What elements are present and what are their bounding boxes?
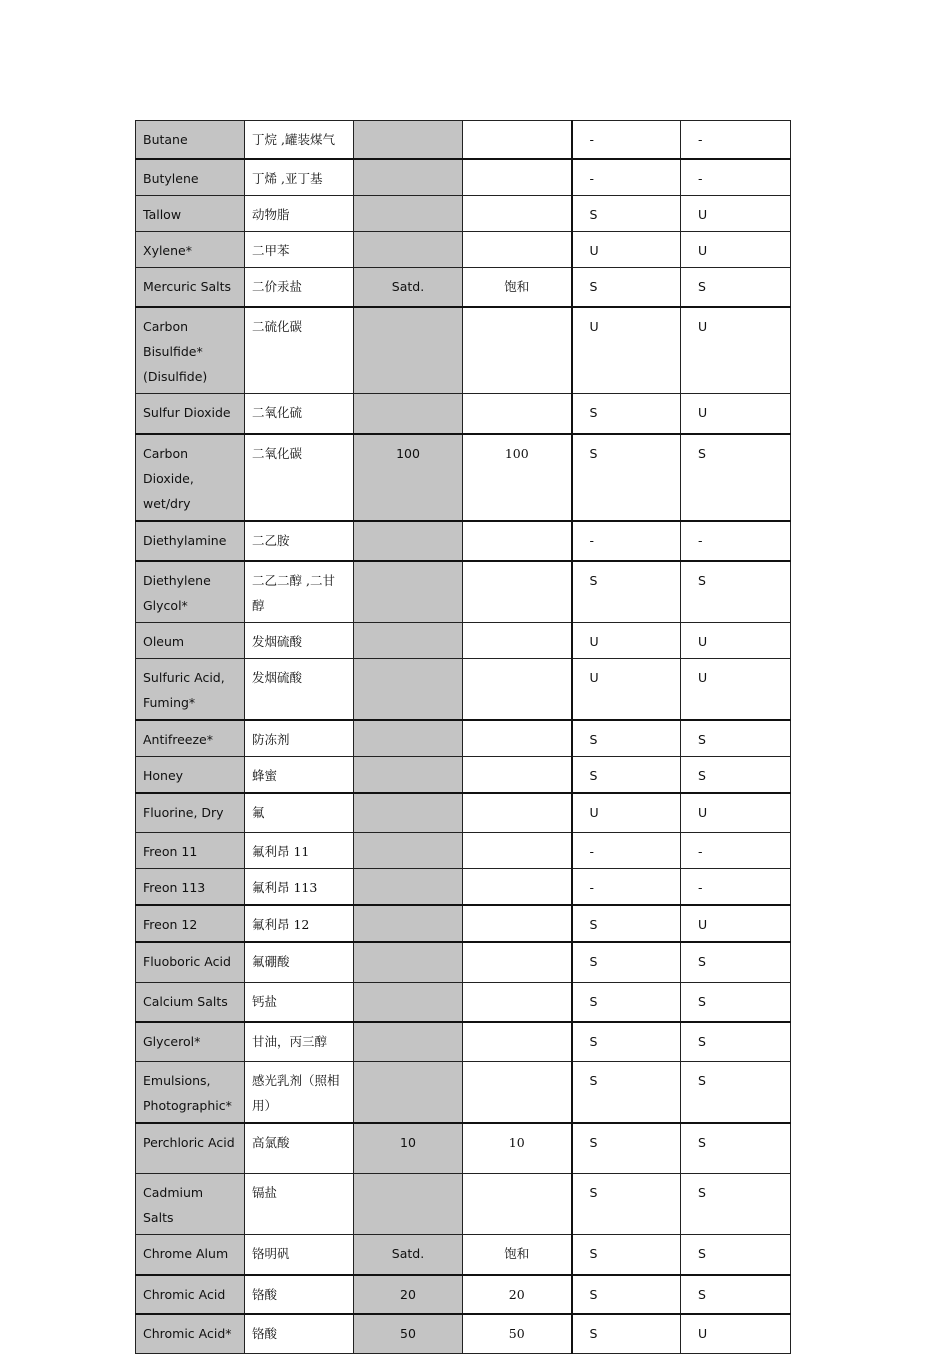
concentration-cn — [463, 521, 572, 561]
chemical-name-cn: 感光乳剂（照相用） — [245, 1061, 354, 1123]
chemical-name-en: Diethylamine — [136, 521, 245, 561]
resistance-rating-2: - — [681, 159, 791, 196]
table-row — [136, 1174, 791, 1235]
concentration-cn — [463, 658, 572, 720]
resistance-rating-1: - — [572, 869, 681, 906]
table-row — [136, 434, 791, 521]
resistance-rating-2: S — [681, 1061, 791, 1123]
chemical-name-en: Fluoboric Acid — [136, 942, 245, 982]
chemical-name-en: Glycerol* — [136, 1022, 245, 1061]
table-row — [136, 521, 791, 561]
table-row — [136, 1123, 791, 1174]
table-row — [136, 833, 791, 869]
resistance-rating-2: U — [681, 658, 791, 720]
concentration-cn — [463, 869, 572, 906]
concentration-pct: Satd. — [354, 1235, 463, 1275]
concentration-pct — [354, 982, 463, 1022]
resistance-rating-1: S — [572, 1022, 681, 1061]
table-row — [136, 1314, 791, 1354]
table-row — [136, 307, 791, 394]
resistance-rating-2: S — [681, 267, 791, 307]
concentration-pct — [354, 195, 463, 231]
concentration-pct — [354, 159, 463, 196]
concentration-pct — [354, 1022, 463, 1061]
chemical-name-cn: 氟硼酸 — [245, 942, 354, 982]
table-row — [136, 1061, 791, 1123]
concentration-pct — [354, 307, 463, 394]
concentration-pct — [354, 231, 463, 267]
chemical-name-cn: 铬酸 — [245, 1275, 354, 1314]
chemical-name-en: Honey — [136, 756, 245, 793]
concentration-cn — [463, 561, 572, 623]
concentration-cn — [463, 394, 572, 434]
resistance-rating-2: U — [681, 394, 791, 434]
chemical-name-en: Butylene — [136, 159, 245, 196]
chemical-name-en: Emulsions, Photographic* — [136, 1061, 245, 1123]
concentration-cn: 饱和 — [463, 267, 572, 307]
resistance-rating-2: U — [681, 905, 791, 942]
chemical-name-en: Antifreeze* — [136, 720, 245, 757]
concentration-cn — [463, 982, 572, 1022]
resistance-rating-1: S — [572, 720, 681, 757]
resistance-rating-2: U — [681, 793, 791, 833]
resistance-rating-1: S — [572, 1123, 681, 1174]
chemical-name-cn: 氟 — [245, 793, 354, 833]
table-row — [136, 756, 791, 793]
table-row — [136, 793, 791, 833]
chemical-name-cn: 镉盐 — [245, 1174, 354, 1235]
chemical-name-cn: 发烟硫酸 — [245, 658, 354, 720]
chemical-name-cn: 甘油，丙三醇 — [245, 1022, 354, 1061]
concentration-pct: 10 — [354, 1123, 463, 1174]
chemical-name-en: Sulfuric Acid, Fuming* — [136, 658, 245, 720]
concentration-pct — [354, 622, 463, 658]
concentration-cn: 100 — [463, 434, 572, 521]
table-row — [136, 1022, 791, 1061]
concentration-pct: 20 — [354, 1275, 463, 1314]
chemical-name-cn: 二甲苯 — [245, 231, 354, 267]
resistance-rating-2: U — [681, 231, 791, 267]
resistance-rating-1: U — [572, 658, 681, 720]
chemical-name-en: Freon 12 — [136, 905, 245, 942]
concentration-cn: 10 — [463, 1123, 572, 1174]
resistance-rating-1: S — [572, 561, 681, 623]
concentration-cn — [463, 942, 572, 982]
resistance-rating-1: U — [572, 307, 681, 394]
chemical-name-cn: 蜂蜜 — [245, 756, 354, 793]
resistance-rating-2: U — [681, 622, 791, 658]
concentration-pct — [354, 869, 463, 906]
table-body — [136, 121, 791, 1354]
chemical-resistance-table — [135, 120, 791, 1354]
concentration-pct — [354, 658, 463, 720]
concentration-cn — [463, 720, 572, 757]
concentration-pct — [354, 905, 463, 942]
chemical-name-en: Xylene* — [136, 231, 245, 267]
concentration-cn — [463, 1174, 572, 1235]
table-row — [136, 658, 791, 720]
resistance-rating-2: - — [681, 521, 791, 561]
concentration-cn — [463, 121, 572, 159]
chemical-name-en: Sulfur Dioxide — [136, 394, 245, 434]
concentration-pct — [354, 793, 463, 833]
resistance-rating-1: S — [572, 195, 681, 231]
concentration-pct — [354, 720, 463, 757]
resistance-rating-1: - — [572, 121, 681, 159]
chemical-name-en: Carbon Dioxide, wet/dry — [136, 434, 245, 521]
concentration-cn — [463, 195, 572, 231]
chemical-name-cn: 二氧化硫 — [245, 394, 354, 434]
resistance-rating-1: S — [572, 1174, 681, 1235]
table-row — [136, 231, 791, 267]
concentration-cn: 20 — [463, 1275, 572, 1314]
concentration-cn — [463, 622, 572, 658]
resistance-rating-2: - — [681, 121, 791, 159]
chemical-name-cn: 二乙二醇 ,二甘醇 — [245, 561, 354, 623]
resistance-rating-1: S — [572, 942, 681, 982]
table-row — [136, 869, 791, 906]
chemical-name-cn: 二氧化碳 — [245, 434, 354, 521]
chemical-name-en: Freon 113 — [136, 869, 245, 906]
concentration-cn — [463, 793, 572, 833]
concentration-cn — [463, 231, 572, 267]
concentration-pct — [354, 1174, 463, 1235]
resistance-rating-2: S — [681, 942, 791, 982]
concentration-cn — [463, 159, 572, 196]
chemical-name-cn: 发烟硫酸 — [245, 622, 354, 658]
concentration-pct: Satd. — [354, 267, 463, 307]
resistance-rating-1: - — [572, 833, 681, 869]
table-row — [136, 982, 791, 1022]
chemical-name-cn: 氟利昂 11 — [245, 833, 354, 869]
concentration-cn — [463, 307, 572, 394]
chemical-name-en: Freon 11 — [136, 833, 245, 869]
resistance-rating-2: U — [681, 195, 791, 231]
resistance-rating-1: S — [572, 982, 681, 1022]
concentration-pct: 50 — [354, 1314, 463, 1354]
resistance-rating-2: U — [681, 1314, 791, 1354]
chemical-name-cn: 丁烷 ,罐装煤气 — [245, 121, 354, 159]
resistance-rating-1: U — [572, 793, 681, 833]
chemical-name-en: Chromic Acid* — [136, 1314, 245, 1354]
chemical-name-en: Perchloric Acid — [136, 1123, 245, 1174]
concentration-cn — [463, 756, 572, 793]
resistance-rating-1: U — [572, 231, 681, 267]
concentration-pct — [354, 561, 463, 623]
chemical-name-cn: 铬明矾 — [245, 1235, 354, 1275]
chemical-name-cn: 钙盐 — [245, 982, 354, 1022]
concentration-cn — [463, 1022, 572, 1061]
resistance-rating-2: S — [681, 720, 791, 757]
concentration-pct: 100 — [354, 434, 463, 521]
resistance-rating-1: S — [572, 267, 681, 307]
table-row — [136, 1235, 791, 1275]
concentration-pct — [354, 833, 463, 869]
chemical-name-en: Diethylene Glycol* — [136, 561, 245, 623]
table-row — [136, 561, 791, 623]
chemical-name-en: Chrome Alum — [136, 1235, 245, 1275]
chemical-name-cn: 防冻剂 — [245, 720, 354, 757]
resistance-rating-2: S — [681, 756, 791, 793]
chemical-name-en: Carbon Bisulfide* (Disulfide) — [136, 307, 245, 394]
concentration-cn — [463, 1061, 572, 1123]
chemical-name-cn: 铬酸 — [245, 1314, 354, 1354]
resistance-rating-1: S — [572, 905, 681, 942]
concentration-pct — [354, 756, 463, 793]
chemical-name-cn: 动物脂 — [245, 195, 354, 231]
chemical-name-cn: 高氯酸 — [245, 1123, 354, 1174]
concentration-pct — [354, 942, 463, 982]
table-row — [136, 159, 791, 196]
chemical-name-en: Butane — [136, 121, 245, 159]
chemical-name-en: Cadmium Salts — [136, 1174, 245, 1235]
resistance-rating-1: S — [572, 1061, 681, 1123]
chemical-name-cn: 二硫化碳 — [245, 307, 354, 394]
chemical-name-en: Calcium Salts — [136, 982, 245, 1022]
resistance-rating-1: S — [572, 1275, 681, 1314]
table-row — [136, 1275, 791, 1314]
concentration-cn: 50 — [463, 1314, 572, 1354]
table-row — [136, 905, 791, 942]
resistance-rating-1: U — [572, 622, 681, 658]
table-row — [136, 195, 791, 231]
chemical-name-cn: 二乙胺 — [245, 521, 354, 561]
resistance-rating-2: - — [681, 833, 791, 869]
chemical-name-cn: 丁烯 ,亚丁基 — [245, 159, 354, 196]
concentration-cn: 饱和 — [463, 1235, 572, 1275]
resistance-rating-2: S — [681, 1275, 791, 1314]
resistance-rating-1: S — [572, 434, 681, 521]
concentration-cn — [463, 905, 572, 942]
resistance-rating-1: S — [572, 1314, 681, 1354]
chemical-name-cn: 氟利昂 113 — [245, 869, 354, 906]
chemical-name-en: Chromic Acid — [136, 1275, 245, 1314]
resistance-rating-2: S — [681, 561, 791, 623]
table-row — [136, 121, 791, 159]
table-row — [136, 720, 791, 757]
concentration-pct — [354, 121, 463, 159]
resistance-rating-2: S — [681, 1174, 791, 1235]
resistance-rating-1: S — [572, 756, 681, 793]
concentration-pct — [354, 394, 463, 434]
chemical-name-en: Tallow — [136, 195, 245, 231]
resistance-rating-1: - — [572, 521, 681, 561]
table-row — [136, 267, 791, 307]
resistance-rating-2: - — [681, 869, 791, 906]
resistance-rating-2: U — [681, 307, 791, 394]
concentration-cn — [463, 833, 572, 869]
concentration-pct — [354, 1061, 463, 1123]
chemical-name-en: Fluorine, Dry — [136, 793, 245, 833]
resistance-rating-2: S — [681, 1123, 791, 1174]
chemical-name-en: Mercuric Salts — [136, 267, 245, 307]
resistance-rating-1: S — [572, 1235, 681, 1275]
chemical-name-cn: 氟利昂 12 — [245, 905, 354, 942]
resistance-rating-1: - — [572, 159, 681, 196]
resistance-rating-2: S — [681, 982, 791, 1022]
resistance-rating-2: S — [681, 1235, 791, 1275]
table-row — [136, 942, 791, 982]
resistance-rating-2: S — [681, 1022, 791, 1061]
resistance-rating-2: S — [681, 434, 791, 521]
resistance-rating-1: S — [572, 394, 681, 434]
chemical-name-en: Oleum — [136, 622, 245, 658]
concentration-pct — [354, 521, 463, 561]
chemical-name-cn: 二价汞盐 — [245, 267, 354, 307]
table-row — [136, 622, 791, 658]
table-row — [136, 394, 791, 434]
